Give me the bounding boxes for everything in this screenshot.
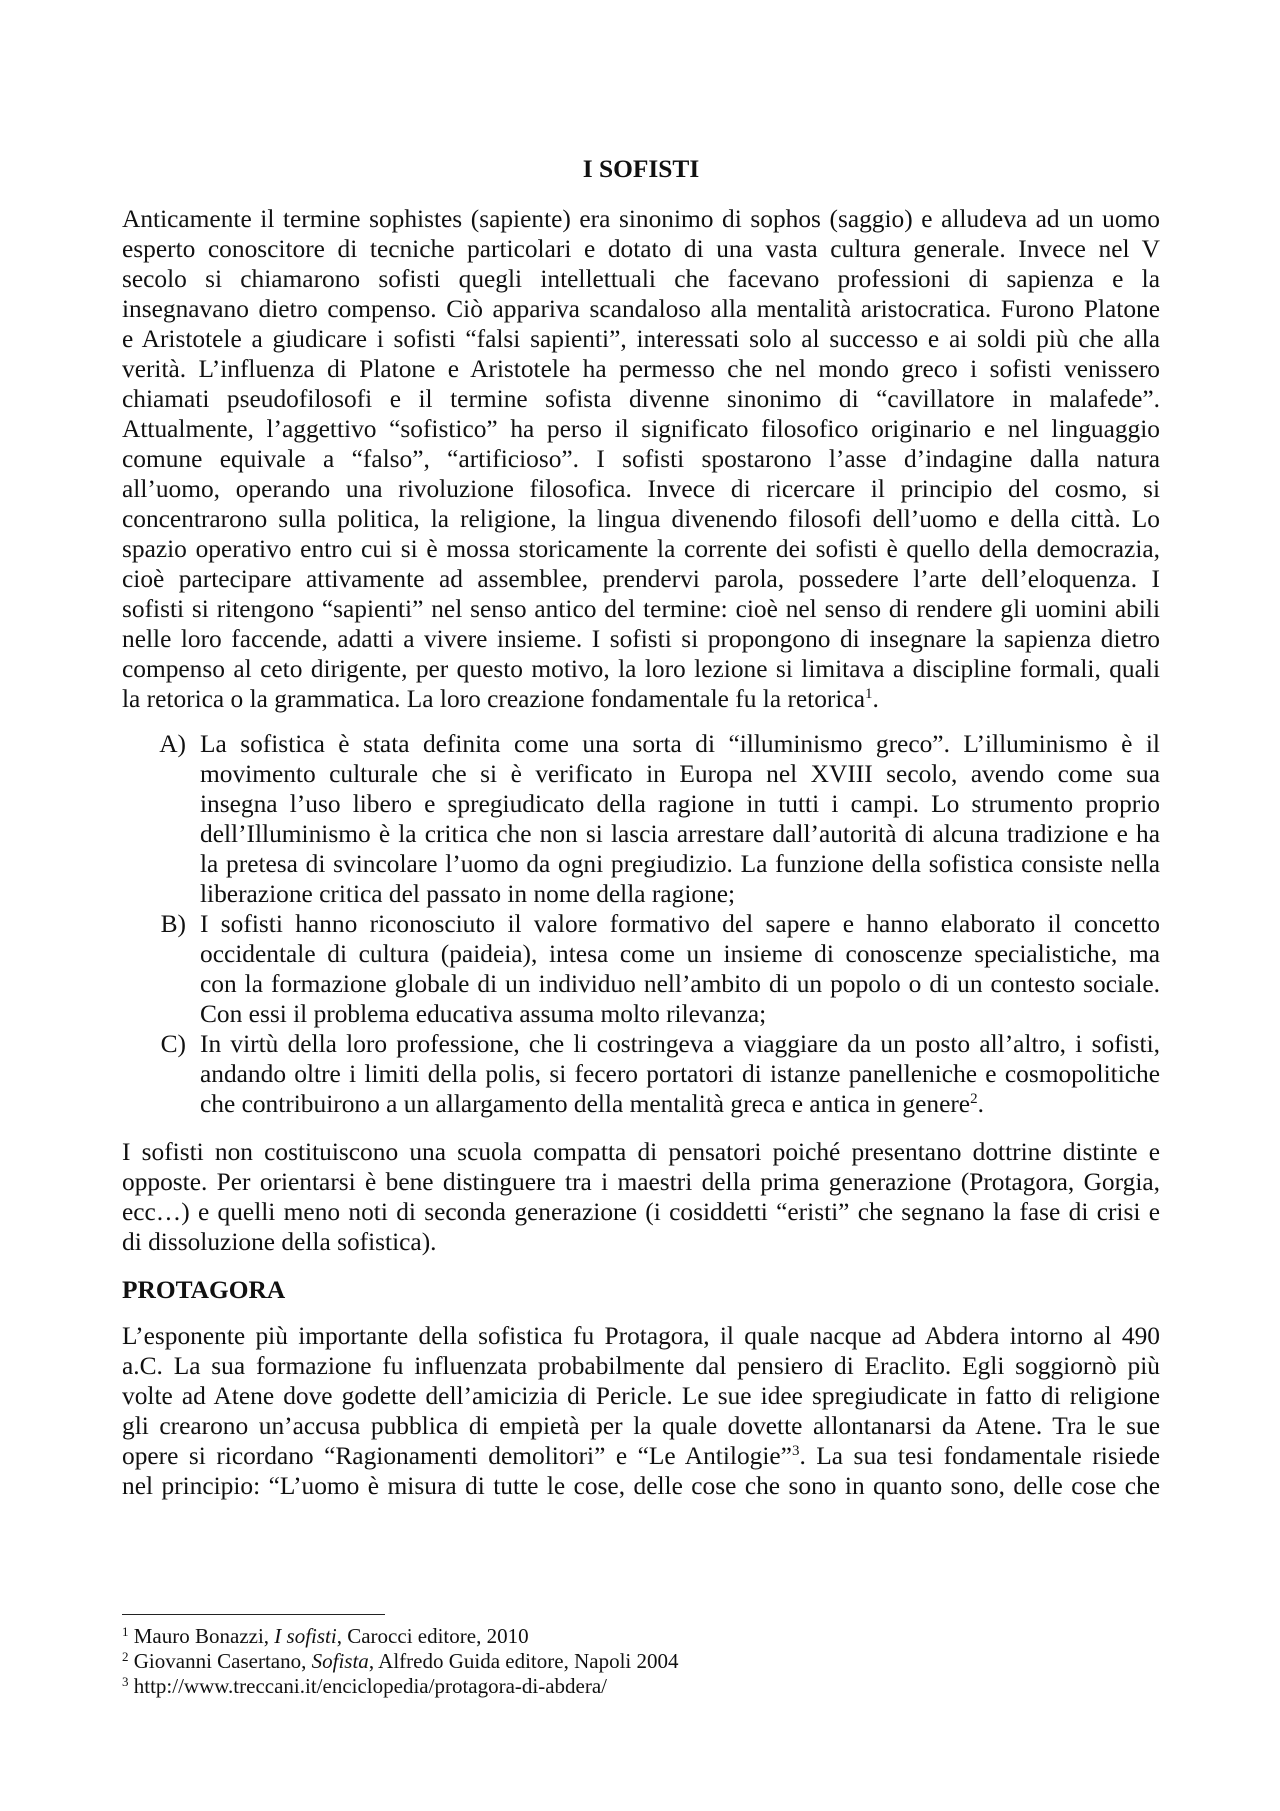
intro-paragraph bbox=[122, 204, 1160, 714]
text-line: concentrarono sulla politica, la religione, la lingua divenendo filosofi dell’uomo e della città. Lo bbox=[122, 505, 1160, 533]
footnote-reference[interactable]: 2 bbox=[970, 1091, 978, 1107]
text-line: occidentale di cultura (paideia), intesa come un insieme di conoscenze specialistiche, ma bbox=[200, 940, 1160, 968]
text-segment: che contribuirono a un allargamento della mentalità greca e antica in genere bbox=[200, 1090, 971, 1118]
text-line: Anticamente il termine sophistes (sapiente) era sinonimo di sophos (saggio) e alludeva ad un uomo bbox=[122, 205, 1160, 233]
text-line: all’uomo, operando una rivoluzione filosofica. Invece di ricercare il principio del cosmo, si bbox=[122, 475, 1160, 503]
text-line bbox=[200, 1089, 1160, 1119]
text-line: a.C. La sua formazione fu influenzata probabilmente dal pensiero di Eraclito. Egli soggiornò più bbox=[122, 1352, 1160, 1380]
footnote-3 bbox=[122, 1674, 679, 1699]
text-line: Attualmente, l’aggettivo “sofistico” ha perso il significato filosofico originario e nel linguaggio bbox=[122, 415, 1160, 443]
characteristics-list bbox=[122, 729, 1160, 1119]
text-segment: opere si ricordano “Ragionamenti demolitori” e “Le Antilogie” bbox=[122, 1442, 792, 1470]
text-segment: . La sua tesi fondamentale risiede bbox=[799, 1442, 1161, 1470]
generations-paragraph bbox=[122, 1137, 1160, 1257]
page-title: I SOFISTI bbox=[582, 155, 700, 183]
text-line: secolo si chiamarono sofisti quegli intellettuali che facevano professioni di sapienza e la bbox=[122, 265, 1160, 293]
footnote-number: 2 bbox=[122, 1649, 129, 1664]
footnote-text: , Carocci editore, 2010 bbox=[336, 1624, 529, 1648]
text-line: andando oltre i limiti della polis, si fecero portatori di istanze panelleniche e cosmopolitiche bbox=[200, 1060, 1160, 1088]
footnote-text: Giovanni Casertano, bbox=[133, 1649, 312, 1673]
document-page bbox=[122, 154, 1160, 1501]
footnote-2 bbox=[122, 1649, 679, 1674]
text-line: ecc…) e quelli meno noti di seconda generazione (i cosiddetti “eristi” che segnano la fase di crisi e bbox=[122, 1198, 1160, 1226]
text-line: sofisti si ritengono “sapienti” nel senso antico del termine: cioè nel senso di rendere gli uomini abili bbox=[122, 595, 1160, 623]
text-line: di dissoluzione della sofistica). bbox=[122, 1228, 437, 1256]
text-line: gli crearono un’accusa pubblica di empietà per la quale dovette allontanarsi da Atene. Tra le sue bbox=[122, 1412, 1160, 1440]
text-line: Con essi il problema educativa assuma molto rilevanza; bbox=[200, 1000, 767, 1028]
text-line: I sofisti hanno riconosciuto il valore formativo del sapere e hanno elaborato il concetto bbox=[200, 910, 1160, 938]
text-line bbox=[122, 684, 1160, 714]
text-line: I sofisti non costituiscono una scuola compatta di pensatori poiché presentano dottrine distinte e bbox=[122, 1138, 1160, 1166]
list-item-text bbox=[200, 909, 1160, 1029]
footnote-reference[interactable]: 3 bbox=[791, 1443, 800, 1459]
list-label: B) bbox=[160, 910, 186, 938]
text-segment: . bbox=[872, 685, 879, 713]
text-line: opposte. Per orientarsi è bene distinguere tra i maestri della prima generazione (Protagora, Gorgia, bbox=[122, 1168, 1160, 1196]
text-line: compenso al ceto dirigente, per questo motivo, la loro lezione si limitava a discipline formali, quali bbox=[122, 655, 1160, 683]
text-segment: la retorica o la grammatica. La loro creazione fondamentale fu la retorica bbox=[122, 685, 865, 713]
text-line: e Aristotele a giudicare i sofisti “falsi sapienti”, interessati solo al successo e ai soldi più che alla bbox=[122, 325, 1160, 353]
footnote-separator bbox=[122, 1614, 385, 1615]
text-line: nelle loro faccende, adatti a vivere insieme. I sofisti si propongono di insegnare la sapienza dietro bbox=[122, 625, 1160, 653]
text-line: movimento culturale che si è verificato in Europa nel XVIII secolo, avendo come sua bbox=[200, 760, 1160, 788]
list-item-text bbox=[200, 729, 1160, 909]
text-line: la pretesa di svincolare l’uomo da ogni pregiudizio. La funzione della sofistica consiste nella bbox=[200, 850, 1160, 878]
text-line: volte ad Atene dove godette dell’amicizia di Pericle. Le sue idee spregiudicate in fatto di religione bbox=[122, 1382, 1160, 1410]
protagora-paragraph bbox=[122, 1321, 1160, 1501]
footnote-1 bbox=[122, 1624, 679, 1649]
text-line: insegna l’uso libero e spregiudicato della ragione in tutti i campi. Lo strumento proprio bbox=[200, 790, 1160, 818]
footnote-number: 1 bbox=[122, 1624, 129, 1639]
list-item-c bbox=[122, 1029, 1160, 1119]
text-line: nel principio: “L’uomo è misura di tutte le cose, delle cose che sono in quanto sono, delle cose che bbox=[122, 1472, 1160, 1500]
footnotes bbox=[122, 1624, 679, 1699]
list-label: C) bbox=[160, 1030, 186, 1058]
text-line: dell’Illuminismo è la critica che non si lascia arrestare dall’autorità di alcuna tradizione e ha bbox=[200, 820, 1160, 848]
text-line: verità. L’influenza di Platone e Aristotele ha permesso che nel mondo greco i sofisti venissero bbox=[122, 355, 1160, 383]
list-label: A) bbox=[159, 730, 186, 758]
text-line: con la formazione globale di un individuo nell’ambito di un popolo o di un contesto sociale. bbox=[200, 970, 1160, 998]
text-line: liberazione critica del passato in nome della ragione; bbox=[200, 880, 736, 908]
footnote-text: , Alfredo Guida editore, Napoli 2004 bbox=[368, 1649, 679, 1673]
footnote-title: Sofista bbox=[311, 1649, 369, 1673]
text-line: cioè partecipare attivamente ad assemblee, prendervi parola, possedere l’arte dell’eloquenza. I bbox=[122, 565, 1160, 593]
list-item-b bbox=[122, 909, 1160, 1029]
text-line: comune equivale a “falso”, “artificioso”. I sofisti spostarono l’asse d’indagine dalla natura bbox=[122, 445, 1160, 473]
text-line: L’esponente più importante della sofistica fu Protagora, il quale nacque ad Abdera intorno al 490 bbox=[122, 1322, 1160, 1350]
footnote-reference[interactable]: 1 bbox=[864, 686, 873, 702]
list-item-a bbox=[122, 729, 1160, 909]
text-line: spazio operativo entro cui si è mossa storicamente la corrente dei sofisti è quello della democrazia, bbox=[122, 535, 1160, 563]
text-line bbox=[122, 1441, 1160, 1471]
text-line: insegnavano dietro compenso. Ciò appariva scandaloso alla mentalità aristocratica. Furono Platone bbox=[122, 295, 1160, 323]
text-line: esperto conoscitore di tecniche particolari e dotato di una vasta cultura generale. Invece nel V bbox=[122, 235, 1160, 263]
footnote-title: I sofisti bbox=[274, 1624, 337, 1648]
section-heading-protagora: PROTAGORA bbox=[122, 1276, 286, 1304]
text-line: La sofistica è stata definita come una sorta di “illuminismo greco”. L’illuminismo è il bbox=[200, 730, 1160, 758]
footnote-text: Mauro Bonazzi, bbox=[133, 1624, 275, 1648]
text-line: chiamati pseudofilosofi e il termine sofista divenne sinonimo di “cavillatore in malafede”. bbox=[122, 385, 1160, 413]
footnote-number: 3 bbox=[122, 1674, 129, 1689]
text-line: In virtù della loro professione, che li costringeva a viaggiare da un posto all’altro, i sofisti, bbox=[200, 1030, 1160, 1058]
footnote-link[interactable]: http://www.treccani.it/enciclopedia/protagora-di-abdera/ bbox=[133, 1674, 608, 1698]
text-segment: . bbox=[977, 1090, 984, 1118]
list-item-text bbox=[200, 1029, 1160, 1119]
